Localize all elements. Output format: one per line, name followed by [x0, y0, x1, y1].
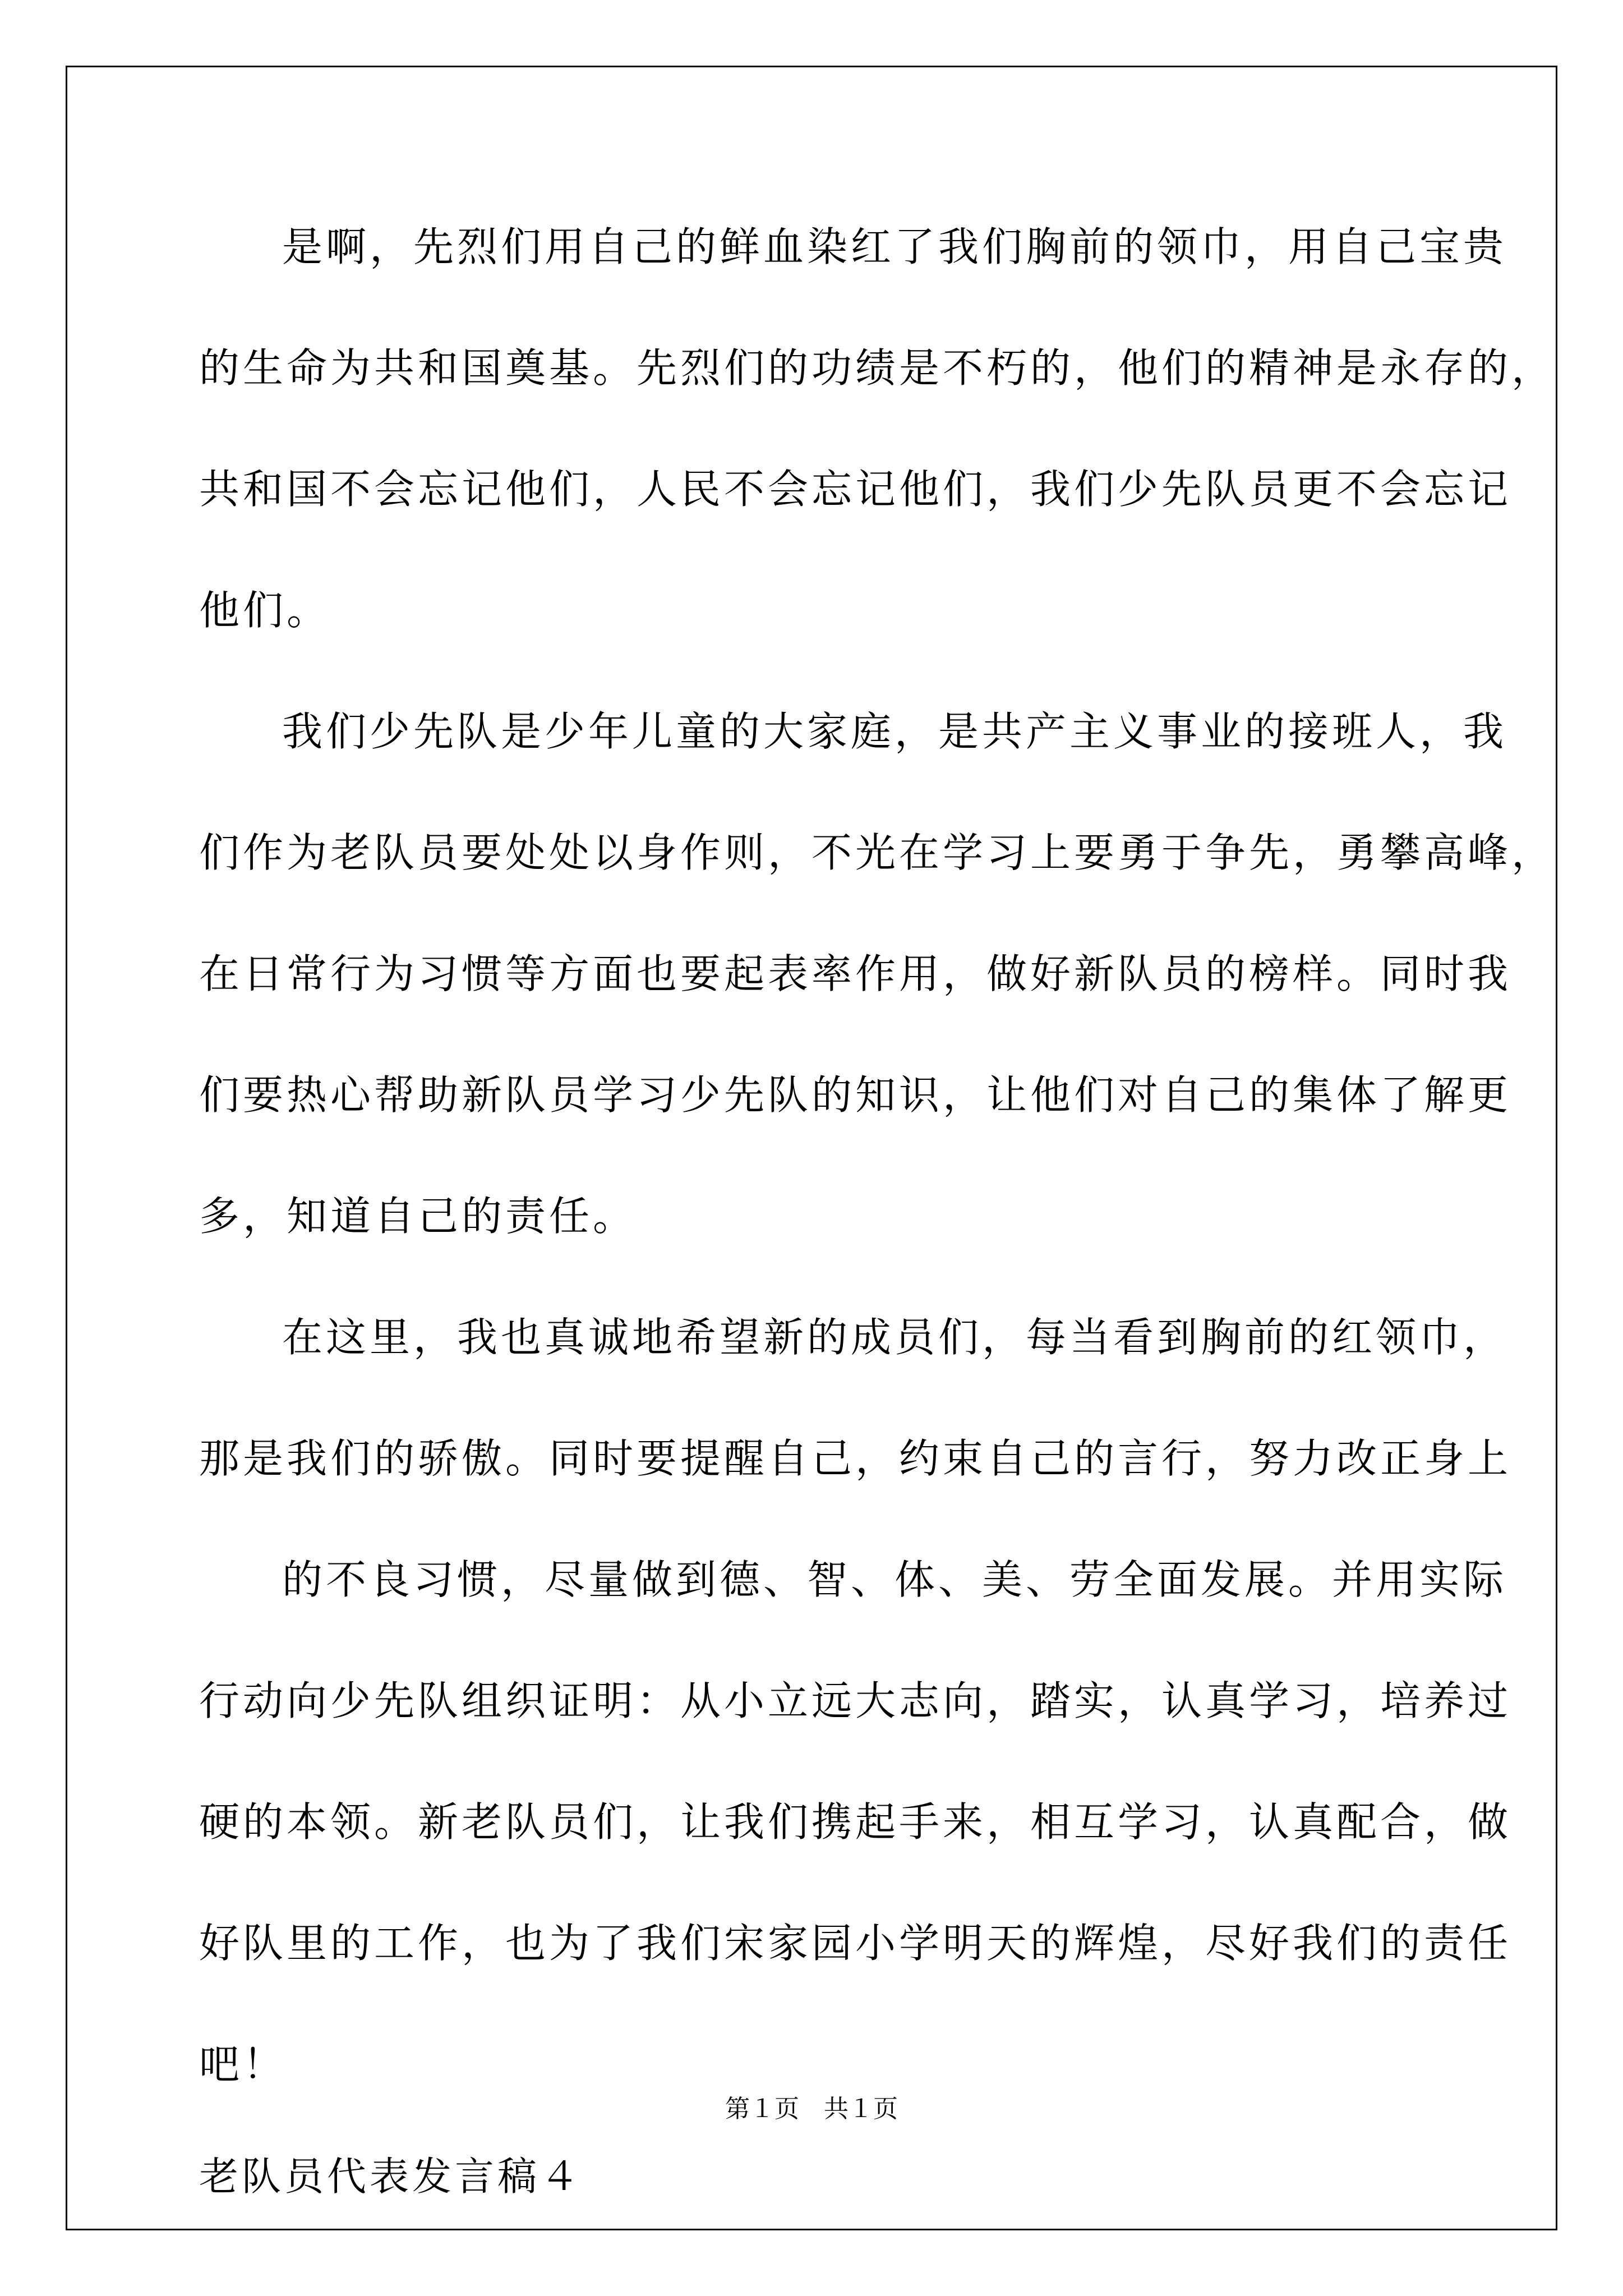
- paragraph-3-line-6: 好队里的工作，也为了我们宋家园小学明天的辉煌，尽好我们的责任: [199, 1920, 1512, 1967]
- paragraph-3-line-4: 行动向少先队组织证明：从小立远大志向，踏实，认真学习，培养过: [199, 1677, 1512, 1724]
- paragraph-3-line-2: 那是我们的骄傲。同时要提醒自己，约束自己的言行，努力改正身上: [199, 1435, 1512, 1482]
- paragraph-3-line-7: 吧！: [199, 2041, 287, 2088]
- paragraph-1-line-3: 共和国不会忘记他们，人民不会忘记他们，我们少先队员更不会忘记: [199, 466, 1512, 513]
- paragraph-1-line-4: 他们。: [199, 587, 331, 634]
- paragraph-2-line-1: 我们少先队是少年儿童的大家庭，是共产主义事业的接班人，我: [282, 708, 1507, 755]
- paragraph-2-line-3: 在日常行为习惯等方面也要起表率作用，做好新队员的榜样。同时我: [199, 950, 1512, 997]
- paragraph-2-line-4: 们要热心帮助新队员学习少先队的知识，让他们对自己的集体了解更: [199, 1071, 1512, 1119]
- section-heading: 老队员代表发言稿４: [199, 2154, 583, 2200]
- paragraph-1-line-1: 是啊，先烈们用自己的鲜血染红了我们胸前的领巾，用自己宝贵: [282, 223, 1507, 270]
- paragraph-3-line-3: 的不良习惯，尽量做到德、智、体、美、劳全面发展。并用实际: [282, 1556, 1507, 1603]
- page-footer: 第１页 共１页: [725, 2095, 898, 2123]
- paragraph-3-line-5: 硬的本领。新老队员们，让我们携起手来，相互学习，认真配合，做: [199, 1798, 1512, 1846]
- paragraph-3-line-1: 在这里，我也真诚地希望新的成员们，每当看到胸前的红领巾，: [282, 1314, 1507, 1361]
- paragraph-1-line-2: 的生命为共和国奠基。先烈们的功绩是不朽的，他们的精神是永存的，: [199, 344, 1556, 392]
- paragraph-2-line-5: 多，知道自己的责任。: [199, 1193, 637, 1240]
- paragraph-2-line-2: 们作为老队员要处处以身作则，不光在学习上要勇于争先，勇攀高峰，: [199, 829, 1556, 876]
